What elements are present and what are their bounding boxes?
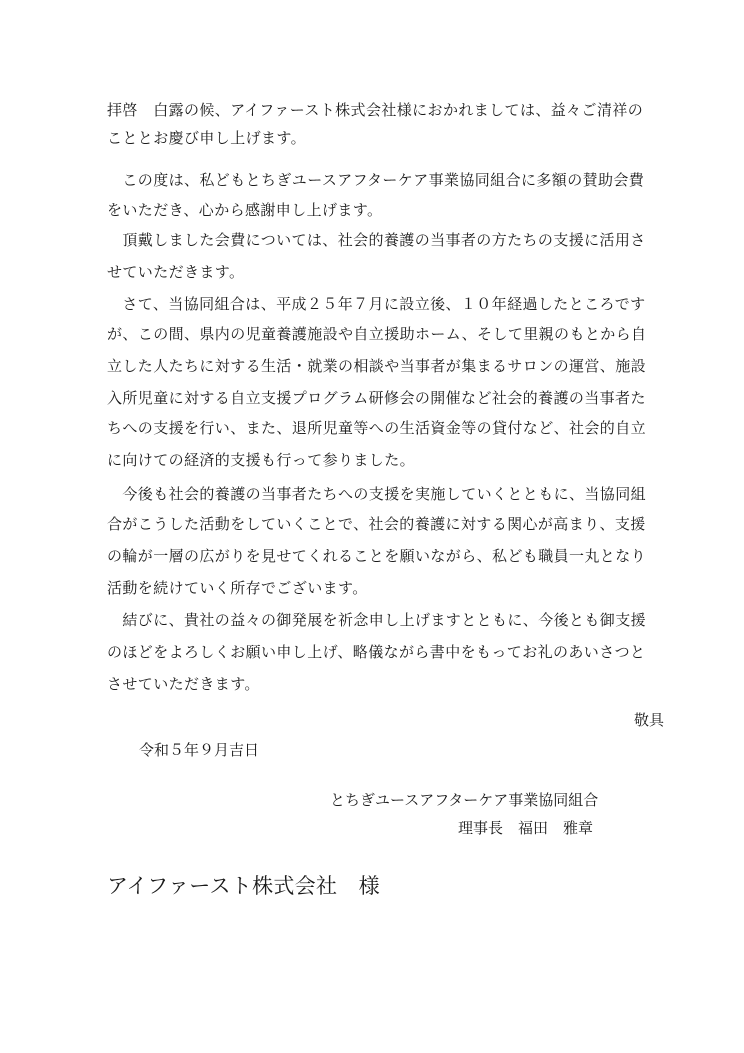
letter-date: 令和５年９月吉日 xyxy=(139,741,260,759)
body-line-8: が、この間、県内の児童養護施設や自立援助ホーム、そして里親のもとから自 xyxy=(107,325,647,343)
body-line-3: この度は、私どもとちぎユースアフターケア事業協同組合に多額の賛助会費 xyxy=(107,171,645,189)
addressee: アイファースト株式会社 様 xyxy=(107,874,380,898)
sender-name: 理事長 福田 雅章 xyxy=(458,819,594,837)
body-line-2: こととお慶び申し上げます。 xyxy=(107,129,307,147)
body-line-15: の輪が一層の広がりを見せてくれることを願いながら、私ども職員一丸となり xyxy=(107,547,647,565)
body-line-1: 拝啓 白露の候、アイファースト株式会社様におかれましては、益々ご清祥の xyxy=(107,101,644,119)
sender-org: とちぎユースアフターケア事業協同組合 xyxy=(330,791,599,809)
body-line-11: ちへの支援を行い、また、退所児童等への生活資金等の貸付など、社会的自立 xyxy=(107,419,647,437)
body-line-17: 結びに、貴社の益々の御発展を祈念申し上げますとともに、今後とも御支援 xyxy=(107,611,647,629)
body-line-12: に向けての経済的支援も行って参りました。 xyxy=(107,451,416,469)
body-line-4: をいただき、心から感謝申し上げます。 xyxy=(107,201,383,219)
body-line-16: 活動を続けていく所存でございます。 xyxy=(107,579,368,597)
body-line-10: 入所児童に対する自立支援プログラム研修会の開催など社会的養護の当事者た xyxy=(107,389,646,407)
body-line-6: せていただきます。 xyxy=(107,263,245,281)
closing-phrase: 敬具 xyxy=(634,711,665,729)
body-line-18: のほどをよろしくお願い申し上げ、略儀ながら書中をもってお礼のあいさつと xyxy=(107,643,646,661)
body-line-14: 合がこうした活動をしていくことで、社会的養護に対する関心が高まり、支援 xyxy=(107,515,646,533)
body-line-7: さて、当協同組合は、平成２５年７月に設立後、１０年経過したところです xyxy=(107,295,646,313)
body-line-13: 今後も社会的養護の当事者たちへの支援を実施していくとともに、当協同組 xyxy=(107,485,647,503)
body-line-19: させていただきます。 xyxy=(107,675,260,693)
body-line-5: 頂戴しました会費については、社会的養護の当事者の方たちの支援に活用さ xyxy=(107,231,646,249)
body-line-9: 立した人たちに対する生活・就業の相談や当事者が集まるサロンの運営、施設 xyxy=(107,357,647,375)
